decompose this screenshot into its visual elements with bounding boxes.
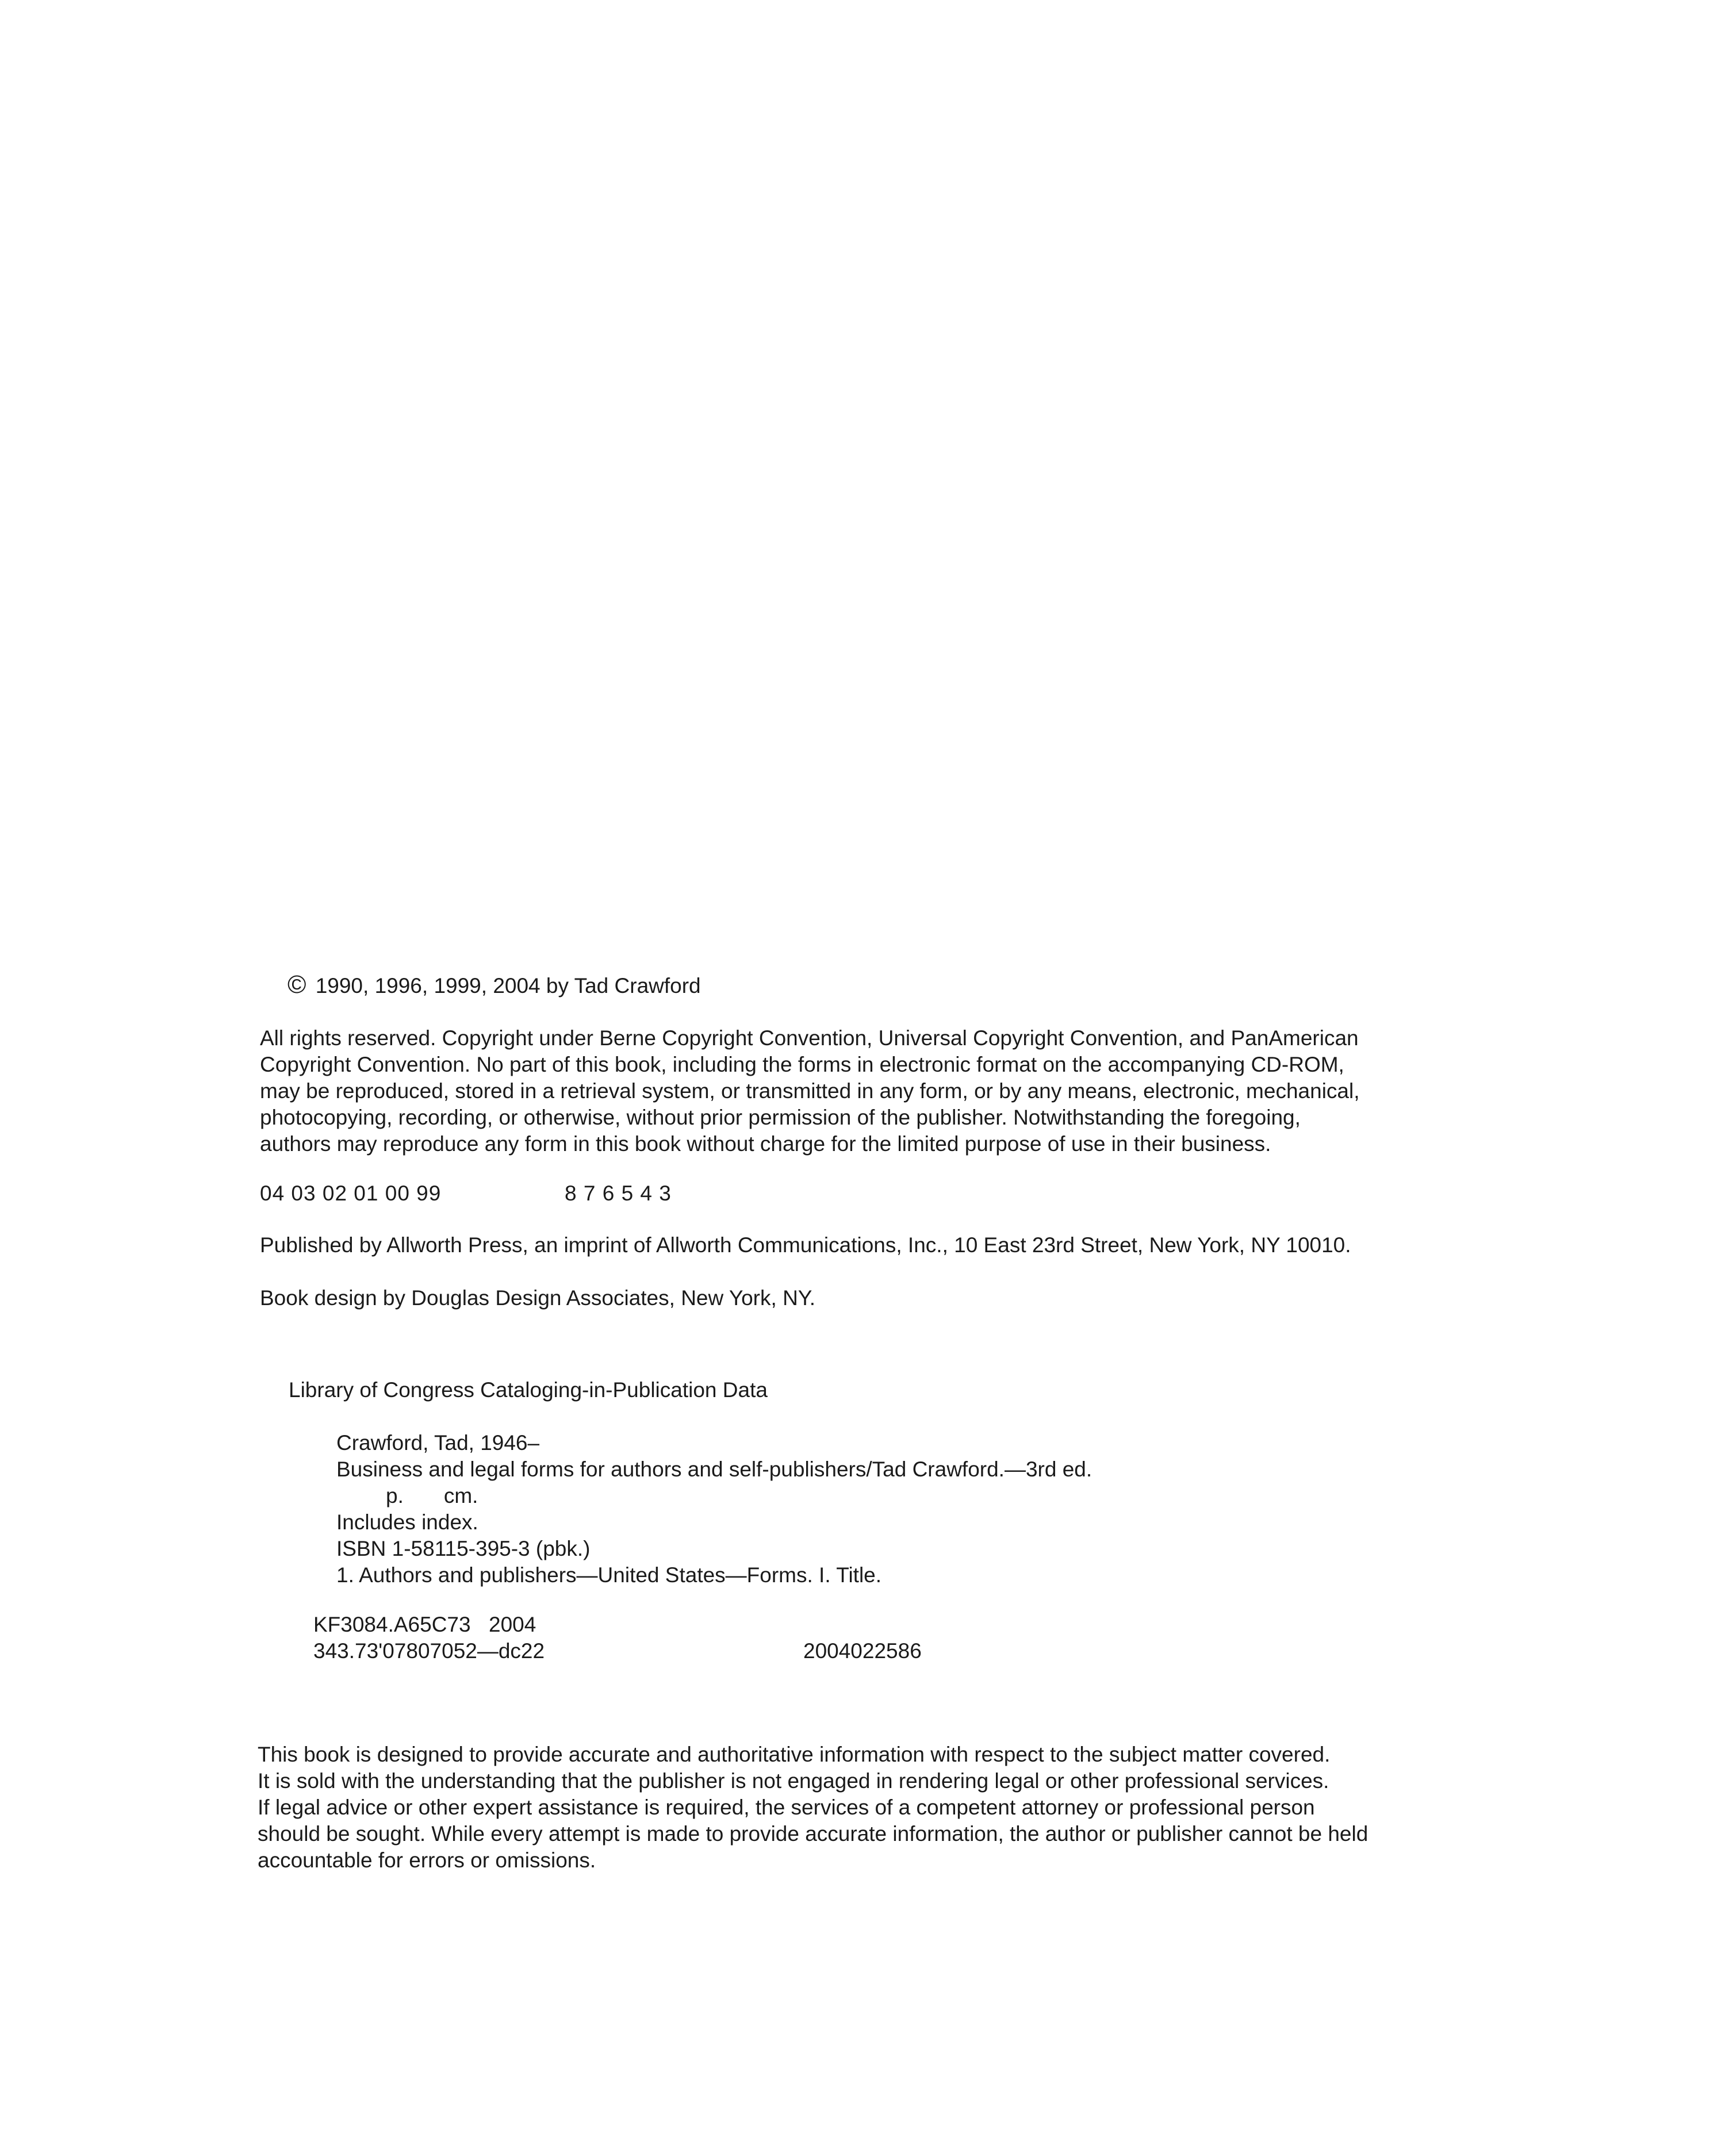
cip-entry: [336, 1430, 1092, 1589]
dewey-number: 343.73'07807052—dc22: [313, 1639, 545, 1663]
cip-cm-label: cm.: [443, 1484, 478, 1507]
copyright-notice: [288, 972, 701, 999]
disclaimer-line: This book is designed to provide accurate and authoritative information with respect to the subject matter covered.: [258, 1743, 1331, 1766]
lc-year: 2004: [489, 1613, 536, 1636]
cip-includes: Includes index.: [336, 1510, 478, 1534]
disclaimer-paragraph: [258, 1741, 1368, 1874]
lc-call-number: KF3084.A65C73: [313, 1613, 471, 1636]
rights-line: photocopying, recording, or otherwise, without prior permission of the publisher. Notwithstanding the foregoing,: [260, 1106, 1301, 1129]
printing-line: [260, 1180, 672, 1207]
cip-author: Crawford, Tad, 1946–: [336, 1431, 540, 1455]
publisher-line: Published by Allworth Press, an imprint of Allworth Communications, Inc., 10 East 23rd Street, New York, NY 10010.: [260, 1233, 1351, 1257]
rights-paragraph: [260, 1025, 1360, 1157]
cip-subjects: 1. Authors and publishers—United States—Forms. I. Title.: [336, 1563, 882, 1587]
printing-impressions: 8 7 6 5 4 3: [565, 1181, 672, 1205]
cip-physical-description: [336, 1483, 1092, 1509]
design-credit: Book design by Douglas Design Associates, New York, NY.: [260, 1286, 815, 1310]
disclaimer-line: It is sold with the understanding that the publisher is not engaged in rendering legal or other professional services.: [258, 1769, 1329, 1793]
copyright-symbol: ©: [288, 970, 306, 999]
cip-pages-label: p.: [386, 1484, 404, 1507]
cip-title: Business and legal forms for authors and self-publishers/Tad Crawford.—3rd ed.: [336, 1457, 1092, 1481]
printing-years: 04 03 02 01 00 99: [260, 1181, 442, 1205]
cip-isbn: ISBN 1-58115-395-3 (pbk.): [336, 1537, 591, 1560]
rights-line: authors may reproduce any form in this book without charge for the limited purpose of use in their business.: [260, 1132, 1271, 1156]
rights-line: may be reproduced, stored in a retrieval system, or transmitted in any form, or by any means, electronic, mechanical,: [260, 1079, 1360, 1103]
disclaimer-line: should be sought. While every attempt is made to provide accurate information, the author or publisher cannot be held: [258, 1822, 1368, 1846]
rights-line: Copyright Convention. No part of this book, including the forms in electronic format on the accompanying CD-ROM,: [260, 1053, 1344, 1076]
lccn: 2004022586: [803, 1639, 922, 1663]
disclaimer-line: accountable for errors or omissions.: [258, 1848, 596, 1872]
cip-heading: Library of Congress Cataloging-in-Publication Data: [289, 1378, 768, 1402]
dewey-classification: [313, 1638, 922, 1664]
disclaimer-line: If legal advice or other expert assistance is required, the services of a competent attorney or professional person: [258, 1796, 1315, 1819]
copyright-text: 1990, 1996, 1999, 2004 by Tad Crawford: [315, 974, 701, 998]
classification-block: [313, 1612, 922, 1664]
rights-line: All rights reserved. Copyright under Berne Copyright Convention, Universal Copyright Convention, and PanAmerican: [260, 1026, 1359, 1050]
lc-classification: [313, 1612, 922, 1638]
